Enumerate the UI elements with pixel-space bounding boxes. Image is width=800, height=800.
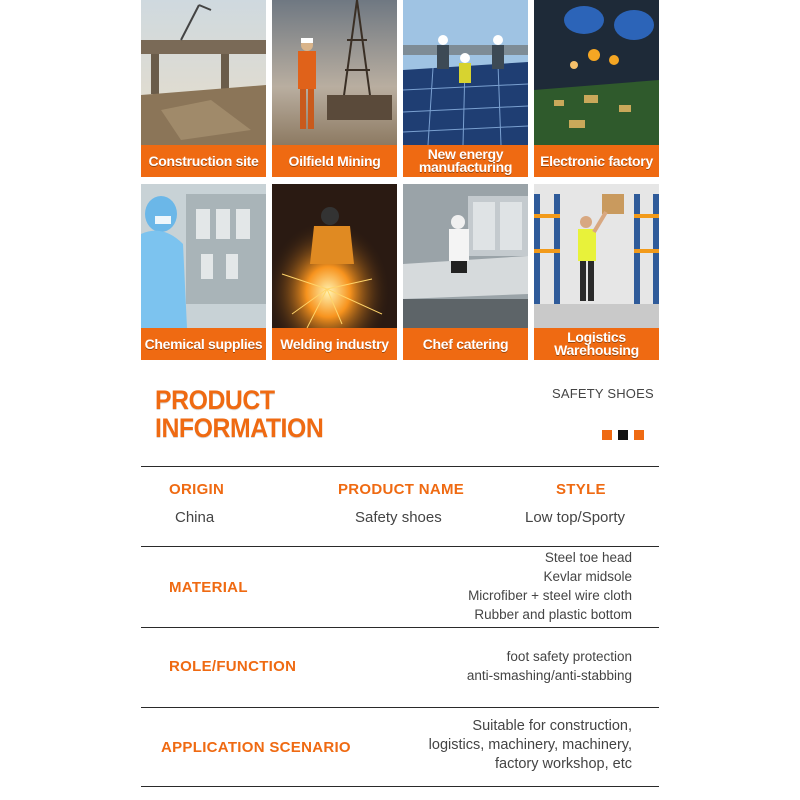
application-item: factory workshop, etc	[495, 756, 632, 772]
divider	[141, 786, 659, 787]
material-item: Steel toe head	[544, 550, 632, 565]
scenario-label: Oilfield Mining	[272, 145, 397, 177]
application-item: logistics, machinery, machinery,	[428, 737, 632, 753]
function-label: ROLE/FUNCTION	[169, 658, 297, 675]
scenario-label: Chemical supplies	[141, 328, 266, 360]
scenario-label: Logistics Warehousing	[534, 328, 659, 360]
square-icon	[602, 430, 612, 440]
scenario-tile-logistics	[534, 184, 659, 360]
function-item: anti-smashing/anti-stabbing	[466, 668, 632, 683]
scenario-tile-chef	[403, 184, 528, 360]
function-list	[467, 647, 632, 685]
warehouse-photo	[534, 184, 659, 328]
material-item: Rubber and plastic bottom	[474, 607, 632, 622]
origin-value: China	[175, 509, 215, 526]
page-title	[155, 386, 323, 442]
scenario-label: Chef catering	[403, 328, 528, 360]
divider	[141, 627, 659, 628]
product-name-label: PRODUCT NAME	[338, 481, 465, 498]
scenario-label: Construction site	[141, 145, 266, 177]
material-item: Microfiber + steel wire cloth	[468, 588, 632, 603]
style-value: Low top/Sporty	[525, 509, 626, 526]
divider	[141, 466, 659, 467]
scenario-label: New energy manufacturing	[403, 145, 528, 177]
oilfield-photo	[272, 0, 397, 145]
decorative-squares	[602, 430, 644, 440]
title-line-2: INFORMATION	[155, 413, 324, 443]
scenario-label: Electronic factory	[534, 145, 659, 177]
solar-panel-photo	[403, 0, 528, 145]
application-item: Suitable for construction,	[472, 718, 632, 734]
scenario-tile-electronic	[534, 0, 659, 177]
scenario-label: Welding industry	[272, 328, 397, 360]
square-icon	[618, 430, 628, 440]
material-list	[468, 548, 632, 624]
application-label: APPLICATION SCENARIO	[161, 739, 351, 756]
title-line-1: PRODUCT	[155, 385, 275, 415]
product-name-value: Safety shoes	[355, 509, 442, 526]
product-subtitle: SAFETY SHOES	[552, 386, 654, 401]
scenario-tile-new-energy	[403, 0, 528, 177]
scenario-tile-oilfield	[272, 0, 397, 177]
divider	[141, 707, 659, 708]
square-icon	[634, 430, 644, 440]
scenario-tile-construction	[141, 0, 266, 177]
origin-label: ORIGIN	[169, 481, 225, 498]
electronics-photo	[534, 0, 659, 145]
function-item: foot safety protection	[506, 649, 632, 664]
style-label: STYLE	[556, 481, 606, 498]
material-item: Kevlar midsole	[543, 569, 632, 584]
scenario-tile-chemical	[141, 184, 266, 360]
divider	[141, 546, 659, 547]
construction-photo	[141, 0, 266, 145]
welding-photo	[272, 184, 397, 328]
kitchen-photo	[403, 184, 528, 328]
scenario-tile-welding	[272, 184, 397, 360]
application-list	[429, 717, 632, 774]
chemical-lab-photo	[141, 184, 266, 328]
material-label: MATERIAL	[169, 579, 248, 596]
